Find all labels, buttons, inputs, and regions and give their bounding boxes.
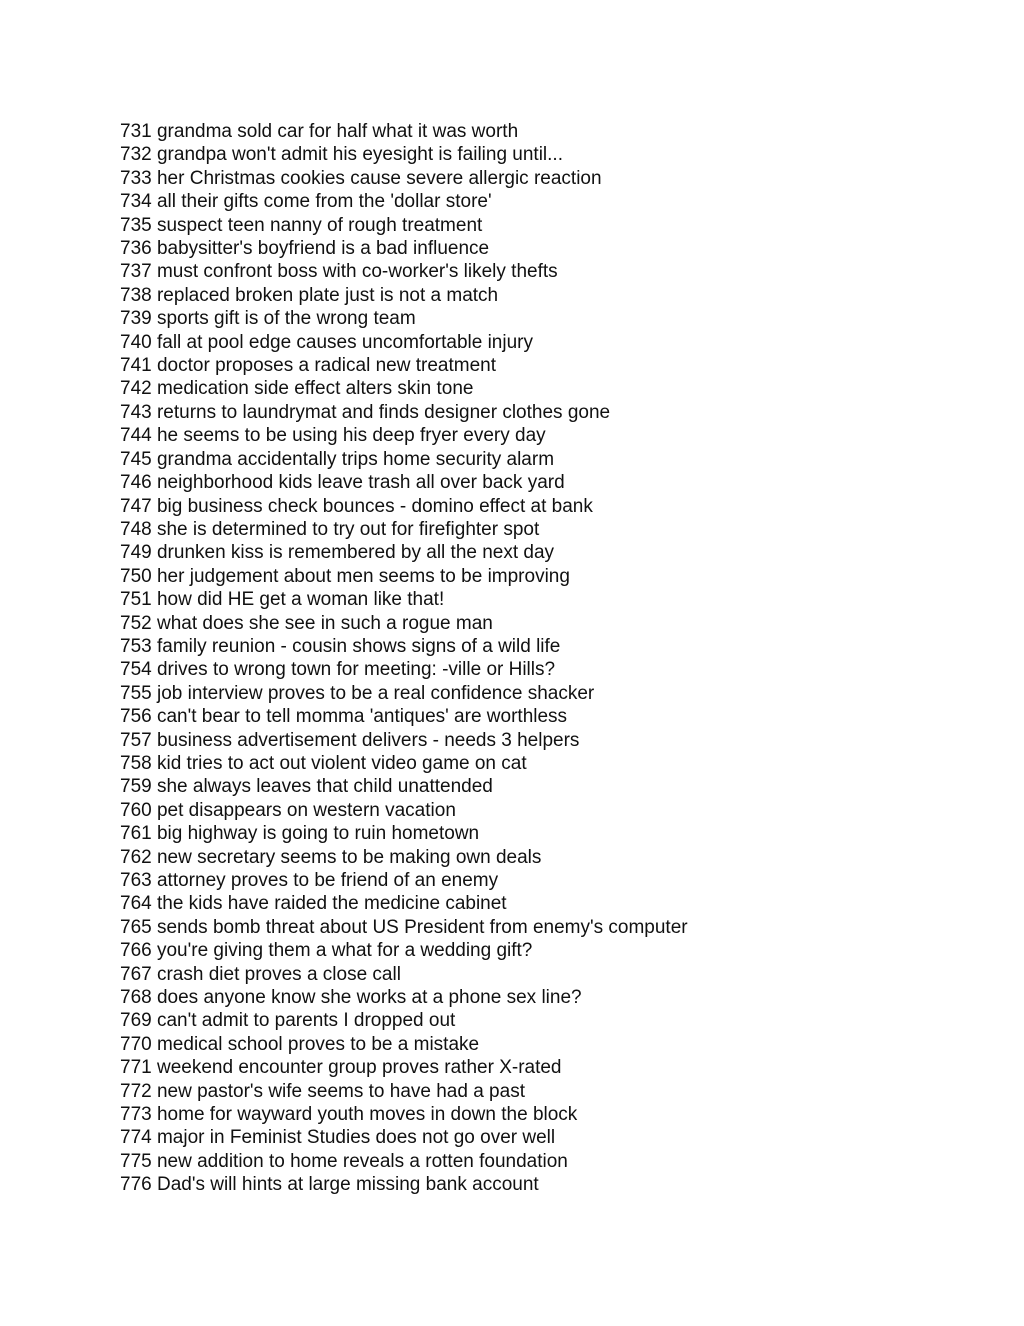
list-item: 739 sports gift is of the wrong team (120, 308, 416, 330)
list-item: 740 fall at pool edge causes uncomfortable injury (120, 331, 533, 353)
list-item: 744 he seems to be using his deep fryer every day (120, 425, 546, 447)
list-item: 767 crash diet proves a close call (120, 963, 401, 985)
list-item: 746 neighborhood kids leave trash all over back yard (120, 472, 565, 494)
list-item: 762 new secretary seems to be making own deals (120, 846, 542, 868)
list-item: 776 Dad's will hints at large missing bank account (120, 1174, 539, 1196)
list-item: 764 the kids have raided the medicine cabinet (120, 893, 507, 915)
list-item: 765 sends bomb threat about US President from enemy's computer (120, 916, 688, 938)
list-item: 737 must confront boss with co-worker's likely thefts (120, 261, 558, 283)
list-item: 775 new addition to home reveals a rotten foundation (120, 1150, 568, 1172)
list-item: 753 family reunion - cousin shows signs of a wild life (120, 635, 561, 657)
list-item: 747 big business check bounces - domino effect at bank (120, 495, 593, 517)
list-item: 738 replaced broken plate just is not a match (120, 284, 499, 306)
list-item: 757 business advertisement delivers - needs 3 helpers (120, 729, 580, 751)
list-item: 768 does anyone know she works at a phone sex line? (120, 987, 582, 1009)
list-item: 735 suspect teen nanny of rough treatment (120, 214, 483, 236)
list-item: 766 you're giving them a what for a wedding gift? (120, 940, 533, 962)
list-item: 743 returns to laundrymat and finds designer clothes gone (120, 401, 611, 423)
list-item: 736 babysitter's boyfriend is a bad influence (120, 238, 490, 260)
list-item: 771 weekend encounter group proves rather X-rated (120, 1057, 562, 1079)
list-item: 749 drunken kiss is remembered by all the next day (120, 542, 555, 564)
list-item: 742 medication side effect alters skin tone (120, 378, 474, 400)
list-item: 741 doctor proposes a radical new treatment (120, 355, 496, 377)
list-item: 759 she always leaves that child unattended (120, 776, 493, 798)
list-item: 733 her Christmas cookies cause severe allergic reaction (120, 167, 602, 189)
idea-list (120, 120, 688, 1197)
list-item: 751 how did HE get a woman like that! (120, 589, 445, 611)
list-item: 774 major in Feminist Studies does not go over well (120, 1127, 556, 1149)
list-item: 772 new pastor's wife seems to have had a past (120, 1080, 525, 1102)
list-item: 748 she is determined to try out for firefighter spot (120, 518, 540, 540)
list-item: 734 all their gifts come from the 'dollar store' (120, 191, 492, 213)
list-item: 761 big highway is going to ruin hometown (120, 823, 480, 845)
list-item: 760 pet disappears on western vacation (120, 799, 456, 821)
list-item: 745 grandma accidentally trips home security alarm (120, 448, 555, 470)
list-item: 754 drives to wrong town for meeting: -ville or Hills? (120, 659, 556, 681)
list-item: 755 job interview proves to be a real confidence shacker (120, 682, 595, 704)
list-item: 773 home for wayward youth moves in down the block (120, 1104, 578, 1126)
list-item: 731 grandma sold car for half what it was worth (120, 121, 519, 142)
list-item: 769 can't admit to parents I dropped out (120, 1010, 456, 1032)
list-item: 752 what does she see in such a rogue man (120, 612, 493, 634)
list-item: 732 grandpa won't admit his eyesight is failing until... (120, 144, 563, 166)
list-item: 756 can't bear to tell momma 'antiques' are worthless (120, 706, 568, 728)
list-item: 750 her judgement about men seems to be improving (120, 565, 570, 587)
list-item: 758 kid tries to act out violent video game on cat (120, 752, 527, 774)
list-item: 763 attorney proves to be friend of an enemy (120, 870, 499, 891)
list-item: 770 medical school proves to be a mistake (120, 1033, 480, 1055)
